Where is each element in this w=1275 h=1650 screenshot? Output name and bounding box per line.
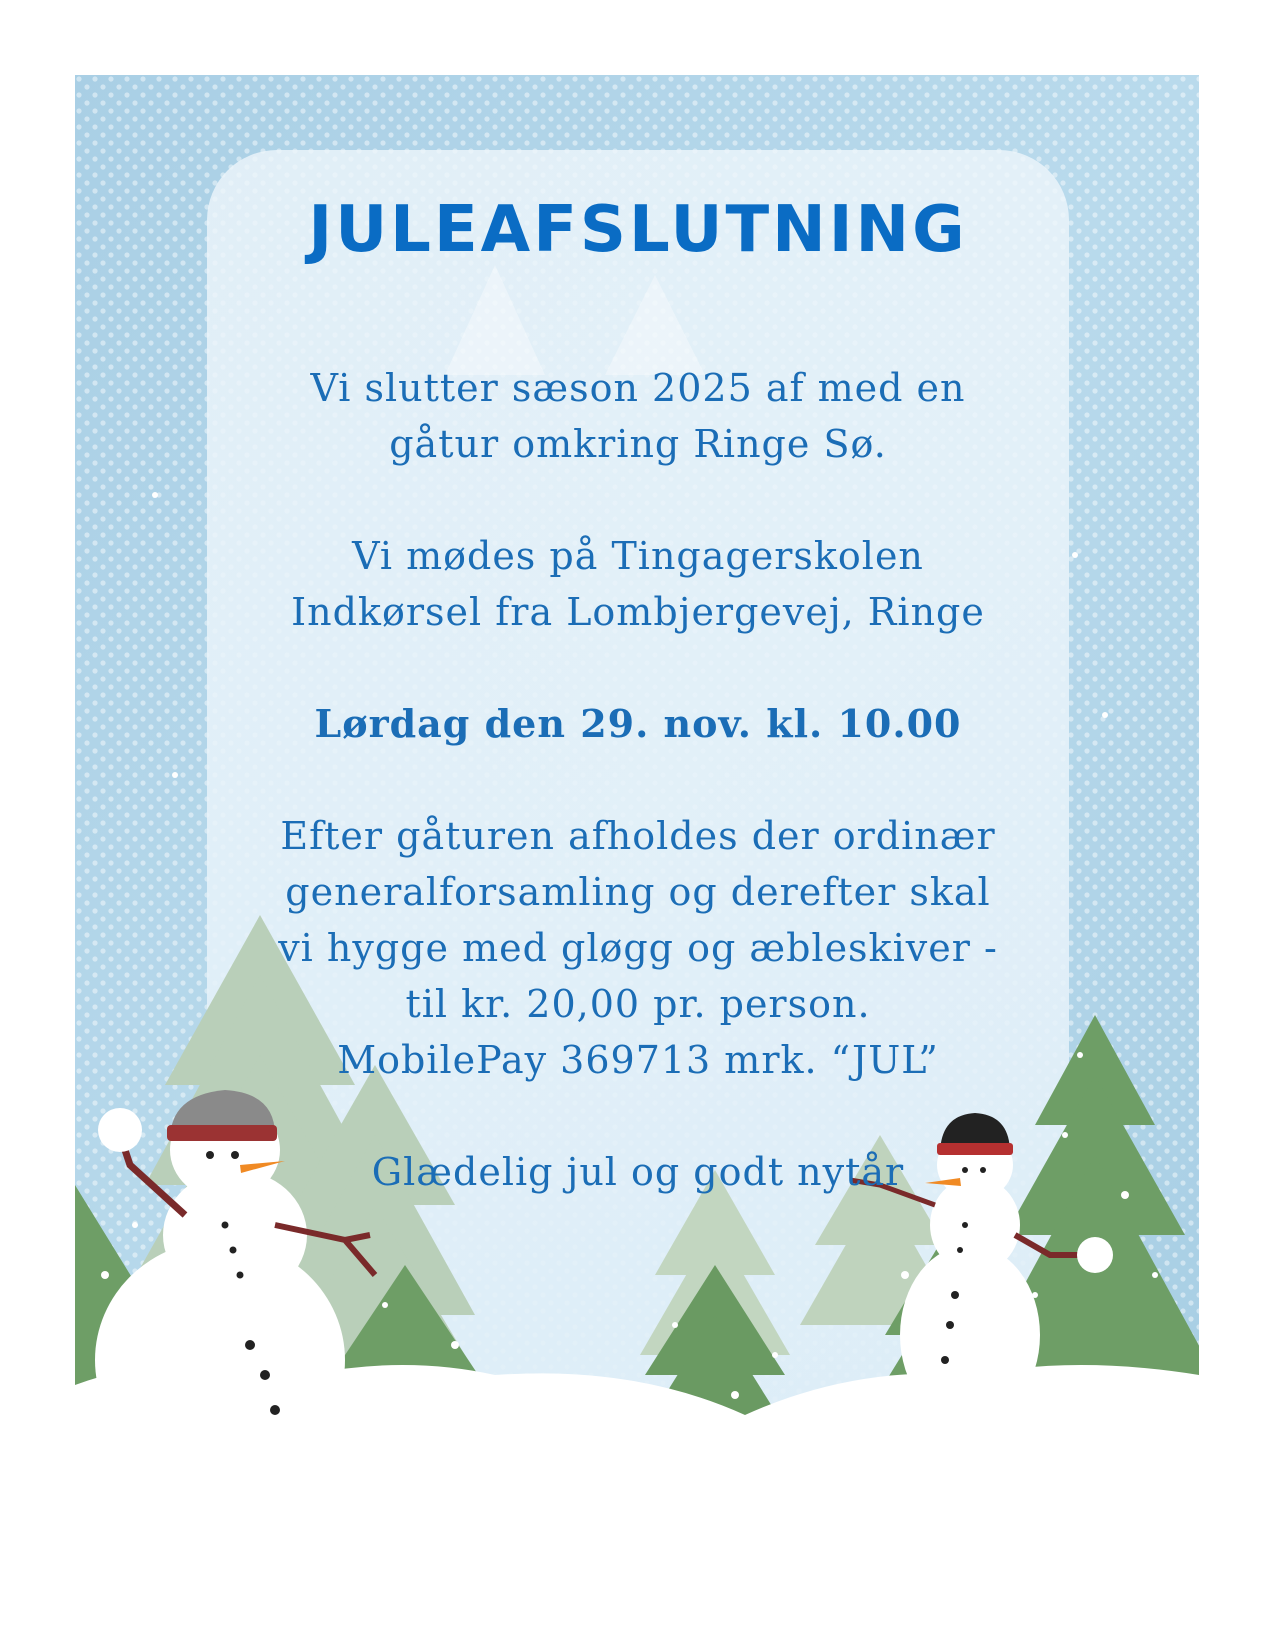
meeting-line-1: Vi mødes på Tingagerskolen — [352, 534, 924, 578]
meeting-paragraph — [207, 528, 1069, 640]
details-line-2: generalforsamling og derefter skal — [285, 870, 991, 914]
intro-paragraph — [207, 360, 1069, 472]
details-line-3: vi hygge med gløgg og æbleskiver - — [278, 926, 998, 970]
intro-line-1: Vi slutter sæson 2025 af med en — [310, 366, 966, 410]
details-paragraph — [207, 808, 1069, 1088]
flyer-title: JULEAFSLUTNING — [308, 193, 968, 267]
meeting-line-2: Indkørsel fra Lombjergevej, Ringe — [291, 590, 985, 634]
details-line-5: MobilePay 369713 mrk. “JUL” — [337, 1038, 939, 1082]
greeting: Glædelig jul og godt nytår — [371, 1150, 905, 1194]
flyer-text — [207, 150, 1069, 1200]
details-line-1: Efter gåturen afholdes der ordinær — [280, 814, 996, 858]
intro-line-2: gåtur omkring Ringe Sø. — [389, 422, 887, 466]
details-line-4: til kr. 20,00 pr. person. — [405, 982, 871, 1026]
event-date: Lørdag den 29. nov. kl. 10.00 — [314, 701, 962, 746]
flyer-card — [75, 75, 1199, 1575]
